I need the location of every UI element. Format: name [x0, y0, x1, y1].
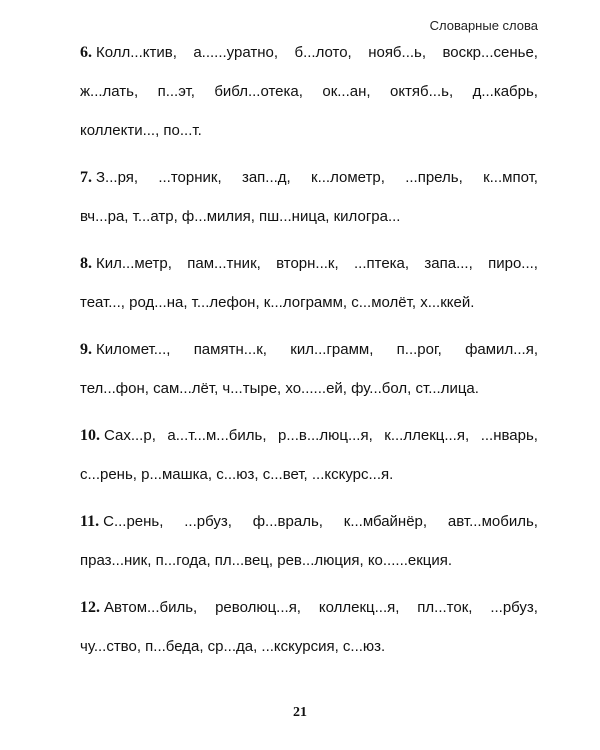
page-number: 21: [293, 705, 307, 720]
section-title: Словарные слова: [429, 18, 538, 33]
exercise-list: [80, 33, 538, 666]
exercise-line: чу...ство, п...беда, ср...да, ...кскурсия, с...юз.: [80, 638, 386, 655]
exercise-number: 9.: [80, 341, 92, 358]
exercise-line: 11. С...рень, ...рбуз, ф...враль, к...мбайнёр, авт...мобиль,: [80, 513, 538, 530]
exercise-line: праз...ник, п...года, пл...вец, рев...люция, ко......екция.: [80, 552, 453, 569]
exercise-line: 9. Километ..., памятн...к, кил...грамм, п...рог, фамил...я,: [80, 341, 538, 358]
exercise-line: с...рень, р...машка, с...юз, с...вет, ...кскурс...я.: [80, 466, 394, 483]
exercise-number: 6.: [80, 44, 92, 61]
exercise-9: [80, 330, 538, 408]
exercise-8: [80, 244, 538, 322]
exercise-number: 10.: [80, 427, 100, 444]
exercise-line: ж...лать, п...эт, библ...отека, ок...ан, октяб...ь, д...кабрь,: [80, 83, 538, 100]
exercise-line: 10. Сах...р, а...т...м...биль, р...в...люц...я, к...ллекц...я, ...нварь,: [80, 427, 538, 444]
exercise-line: 8. Кил...метр, пам...тник, вторн...к, ...птека, запа..., пиро...,: [80, 255, 538, 272]
exercise-7: [80, 158, 538, 236]
exercise-10: [80, 416, 538, 494]
exercise-11: [80, 502, 538, 580]
exercise-number: 8.: [80, 255, 92, 272]
exercise-6: [80, 33, 538, 150]
exercise-number: 11.: [80, 513, 100, 530]
exercise-12: [80, 588, 538, 666]
exercise-line: 12. Автом...биль, революц...я, коллекц...я, пл...ток, ...рбуз,: [80, 599, 538, 616]
exercise-line: 7. З...ря, ...торник, зап...д, к...лометр, ...прель, к...мпот,: [80, 169, 538, 186]
exercise-line: 6. Колл...ктив, а......уратно, б...лото, нояб...ь, воскр...сенье,: [80, 44, 538, 61]
exercise-line: коллекти..., по...т.: [80, 122, 202, 139]
exercise-number: 12.: [80, 599, 100, 616]
exercise-number: 7.: [80, 169, 92, 186]
exercise-line: тел...фон, сам...лёт, ч...тыре, хо......ей, фу...бол, ст...лица.: [80, 380, 479, 397]
exercise-line: теат..., род...на, т...лефон, к...лограмм, с...молёт, х...ккей.: [80, 294, 475, 311]
exercise-line: вч...ра, т...атр, ф...милия, пш...ница, килогра...: [80, 208, 401, 225]
